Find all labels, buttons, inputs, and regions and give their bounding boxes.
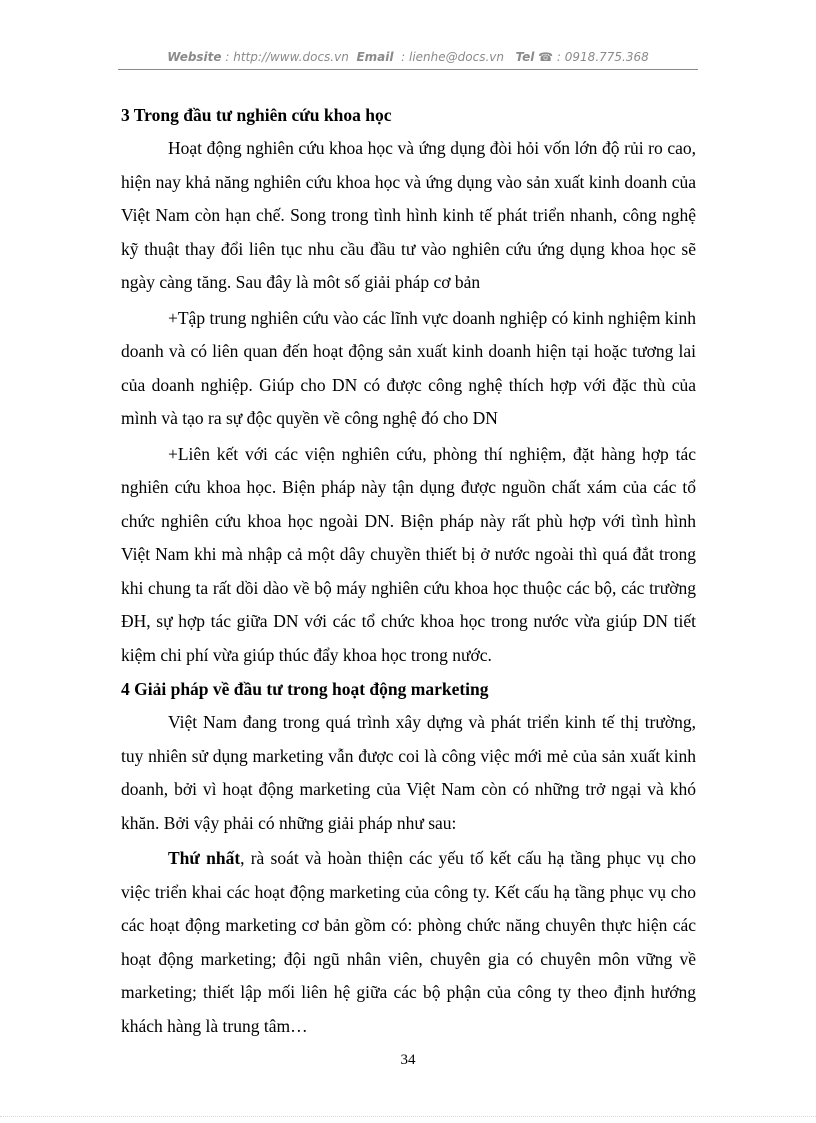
paragraph-emphasis (121, 842, 696, 1043)
section-heading: 4 Giải pháp về đầu tư trong hoạt động marketing (121, 679, 489, 699)
website-label: Website (167, 50, 222, 64)
page-bottom-divider (0, 1116, 816, 1117)
paragraph: +Tập trung nghiên cứu vào các lĩnh vực doanh nghiệp có kinh nghiệm kinh doanh và có liên quan đến hoạt động sản xuất kinh doanh hiện tại hoặc tương lai của doanh nghiệp. Giúp cho DN có được công nghệ thích hợp với đặc thù của mình và tạo ra sự độc quyền về công nghệ đó cho DN (121, 307, 696, 428)
paragraph: Hoạt động nghiên cứu khoa học và ứng dụng đòi hỏi vốn lớn độ rủi ro cao, hiện nay khả năng nghiên cứu khoa học và ứng dụng vào sản xuất kinh doanh của Việt Nam còn hạn chế. Song trong tình hình kinh tế phát triển nhanh, công nghệ kỹ thuật thay đổi liên tục nhu cầu đầu tư vào nghiên cứu ứng dụng khoa học sẽ ngày càng tăng. Sau đây là môt số giải pháp cơ bản (121, 138, 696, 292)
emphasis-text: , rà soát và hoàn thiện các yếu tố kết cấu hạ tầng phục vụ cho việc triển khai các hoạt động marketing của công ty. Kết cấu hạ tầng phục vụ cho các hoạt động marketing cơ bản gồm có: phòng chức năng chuyên thực hiện các hoạt động marketing; đội ngũ nhân viên, chuyên gia có chuyên môn vững về marketing; thiết lập mối liên hệ giữa các bộ phận của công ty theo định hướng khách hàng là trung tâm… (121, 848, 697, 1036)
paragraph: +Liên kết với các viện nghiên cứu, phòng thí nghiệm, đặt hàng hợp tác nghiên cứu khoa học. Biện pháp này tận dụng được nguồn chất xám của các tổ chức nghiên cứu khoa học ngoài DN. Biện pháp này rất phù hợp với tình hình Việt Nam khi mà nhập cả một dây chuyền thiết bị ở nước ngoài thì quá đắt trong khi chung ta rất dồi dào về bộ máy nghiên cứu khoa học thuộc các bộ, các trường ĐH, sự hợp tác giữa DN với các tổ chức khoa học trong nước vừa giúp DN tiết kiệm chi phí vừa giúp thúc đẩy khoa học trong nước. (121, 443, 696, 665)
document-body (121, 100, 696, 1045)
page-number: 34 (400, 1052, 416, 1068)
header-divider (118, 69, 698, 70)
tel-label: Tel (515, 50, 535, 64)
email-label: Email (356, 50, 394, 64)
section-heading: 3 Trong đầu tư nghiên cứu khoa học (121, 105, 392, 125)
section-research (121, 100, 696, 672)
email-value: : lienhe@docs.vn (401, 50, 504, 64)
paragraph: Việt Nam đang trong quá trình xây dựng và phát triển kinh tế thị trường, tuy nhiên sử dụng marketing vẫn được coi là công việc mới mẻ của sản xuất kinh doanh, bởi vì hoạt động marketing của Việt Nam còn có những trở ngại và khó khăn. Bởi vậy phải có những giải pháp như sau: (121, 712, 696, 833)
section-marketing (121, 674, 696, 1043)
tel-value: ☎ : 0918.775.368 (538, 50, 649, 64)
page-header (118, 50, 698, 64)
website-value: : http://www.docs.vn (225, 50, 349, 64)
emphasis-lead: Thứ nhất (168, 848, 241, 868)
